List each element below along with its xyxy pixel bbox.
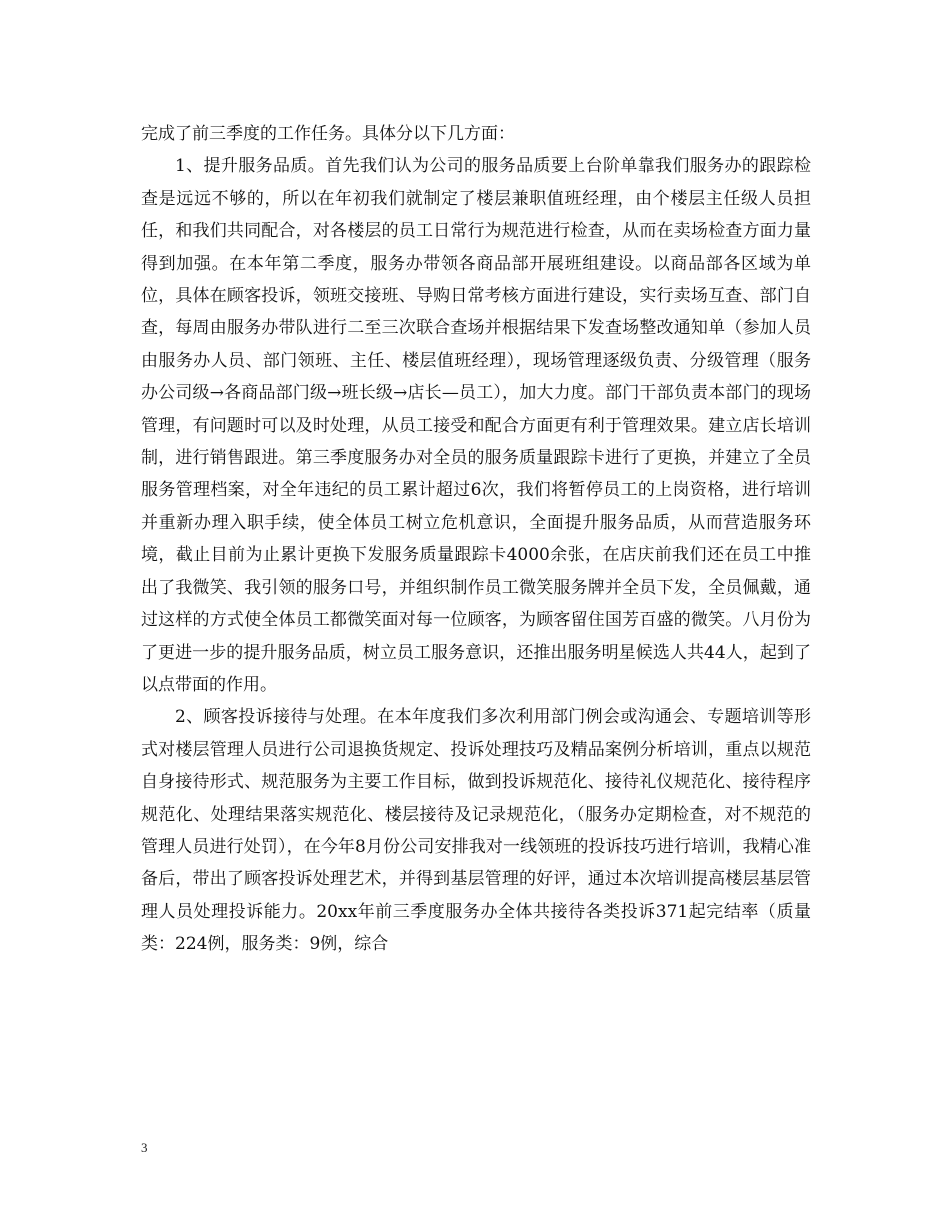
body-text — [141, 118, 811, 961]
paragraph-complaint-handling: 2、顾客投诉接待与处理。在本年度我们多次利用部门例会或沟通会、专题培训等形式对楼层管理人员进行公司退换货规定、投诉处理技巧及精品案例分析培训，重点以规范自身接待形式、规范服务为主要工作目标，做到投诉规范化、接待礼仪规范化、接待程序规范化、处理结果落实规范化、楼层接待及记录规范化，（服务办定期检查，对不规范的管理人员进行处罚），在今年8月份公司安排我对一线领班的投诉技巧进行培训，我精心准备后，带出了顾客投诉处理艺术，并得到基层管理的好评，通过本次培训提高楼层基层管理人员处理投诉能力。20xx年前三季度服务办全体共接待各类投诉371起完结率（质量类：224例，服务类：9例，综合 — [141, 707, 811, 955]
paragraph-continuation: 完成了前三季度的工作任务。具体分以下几方面： — [141, 124, 515, 144]
paragraph-service-quality: 1、提升服务品质。首先我们认为公司的服务品质要上台阶单靠我们服务办的跟踪检查是远远不够的，所以在年初我们就制定了楼层兼职值班经理，由个楼层主任级人员担任，和我们共同配合，对各楼层的员工日常行为规范进行检查，从而在卖场检查方面力量得到加强。在本年第二季度，服务办带领各商品部开展班组建设。以商品部各区域为单位，具体在顾客投诉，领班交接班、导购日常考核方面进行建设，实行卖场互查、部门自查，每周由服务办带队进行二至三次联合查场并根据结果下发查场整改通知单（参加人员由服务办人员、部门领班、主任、楼层值班经理），现场管理逐级负责、分级管理（服务办公司级→各商品部门级→班长级→店长—员工），加大力度。部门干部负责本部门的现场管理，有问题时可以及时处理，从员工接受和配合方面更有利于管理效果。建立店长培训制，进行销售跟进。第三季度服务办对全员的服务质量跟踪卡进行了更换，并建立了全员服务管理档案，对全年违纪的员工累计超过6次，我们将暂停员工的上岗资格，进行培训并重新办理入职手续，使全体员工树立危机意识，全面提升服务品质，从而营造服务环境，截止目前为止累计更换下发服务质量跟踪卡4000余张，在店庆前我们还在员工中推出了我微笑、我引领的服务口号，并组织制作员工微笑服务牌并全员下发，全员佩戴，通过这样的方式使全体员工都微笑面对每一位顾客，为顾客留住国芳百盛的微笑。八月份为了更进一步的提升服务品质，树立员工服务意识，还推出服务明星候选人共44人，起到了以点带面的作用。 — [141, 156, 811, 695]
page-number: 3 — [141, 1140, 148, 1155]
